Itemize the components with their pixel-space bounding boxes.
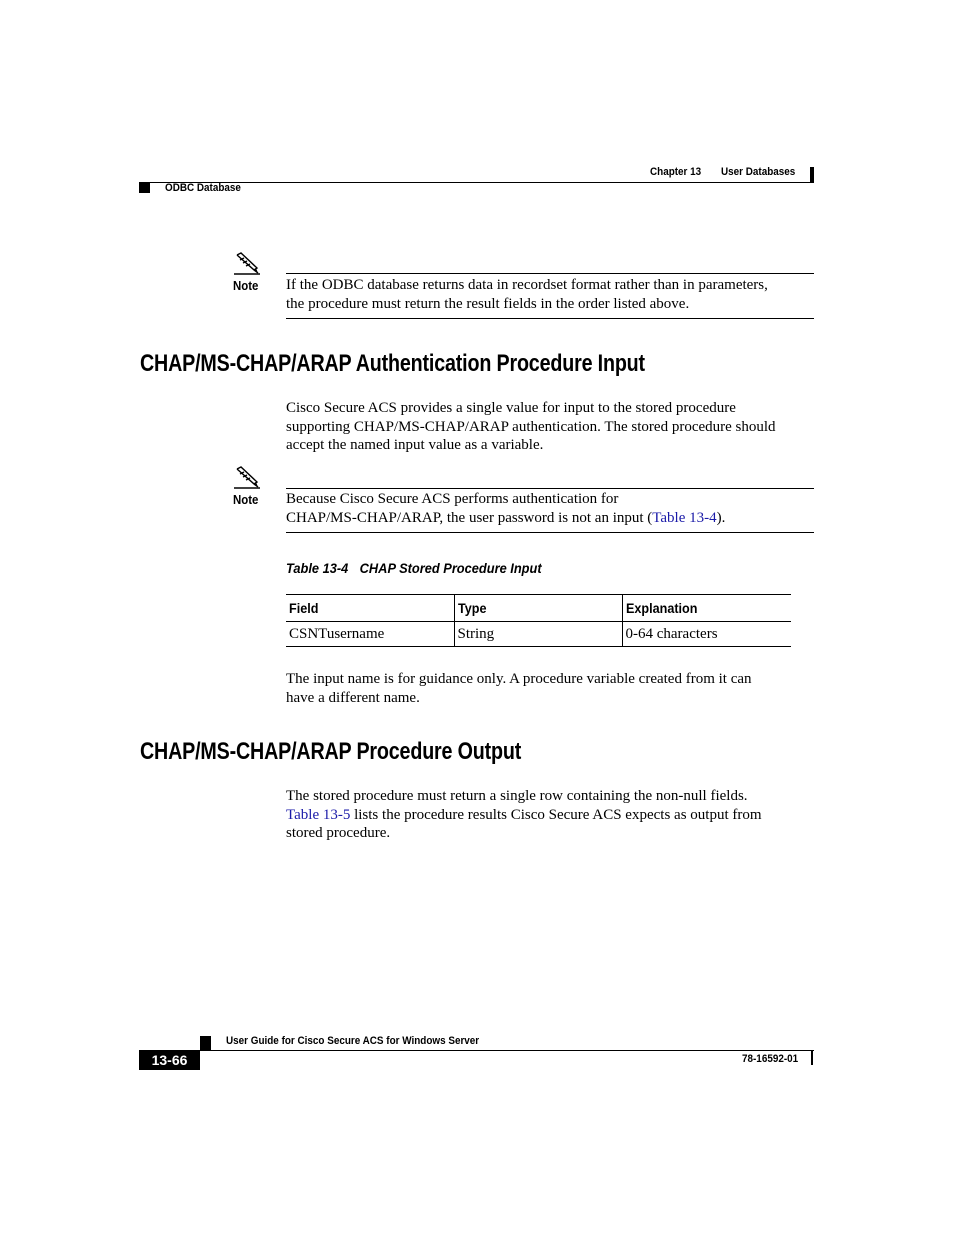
paragraph-line: The stored procedure must return a single row containing the non-null fields.	[286, 788, 748, 804]
table-cell: 0-64 characters	[625, 625, 718, 642]
table-cell: CSNTusername	[286, 622, 454, 647]
footer-rule	[139, 1050, 814, 1051]
table-caption	[286, 561, 542, 576]
table-header-cell: Field	[286, 595, 454, 622]
note-top-rule	[286, 273, 814, 274]
header-chapter-title: User Databases	[721, 166, 796, 178]
note-top-rule	[286, 488, 814, 489]
paragraph-line: have a different name.	[286, 689, 420, 706]
table-header-row	[286, 595, 791, 622]
header-section: ODBC Database	[165, 182, 241, 194]
note-label: Note	[233, 278, 259, 293]
note-text-fragment: CHAP/MS-CHAP/ARAP, the user password is not an input (	[286, 509, 653, 526]
note-text-line: the procedure must return the result fields in the order listed above.	[286, 295, 690, 312]
header-right-bar	[810, 167, 814, 183]
footer-right-bar	[811, 1051, 813, 1065]
footer-doc-number: 78-16592-01	[742, 1053, 799, 1065]
footer-left-marker	[200, 1036, 211, 1050]
table-13-5-link[interactable]: Table 13-5	[286, 806, 351, 823]
table-header-cell: Type	[454, 595, 622, 622]
section-paragraph	[286, 399, 776, 455]
header-section-marker	[139, 183, 150, 193]
page-number-badge	[139, 1051, 200, 1070]
note-text-line: If the ODBC database returns data in recordset format rather than in parameters,	[286, 277, 768, 293]
paragraph-line: The input name is for guidance only. A procedure variable created from it can	[286, 671, 752, 687]
paragraph-line	[286, 806, 762, 825]
section-heading: CHAP/MS-CHAP/ARAP Procedure Output	[140, 738, 522, 765]
note-bottom-rule	[286, 532, 814, 533]
note-text-line	[286, 509, 725, 528]
footer-guide-title: User Guide for Cisco Secure ACS for Windows Server	[226, 1035, 480, 1047]
note-pencil-icon	[232, 252, 262, 276]
table-13-4-link[interactable]: Table 13-4	[652, 509, 717, 526]
note-label: Note	[233, 492, 259, 507]
table-row	[286, 622, 791, 647]
table-caption-number: Table 13-4	[286, 561, 349, 576]
data-table	[286, 594, 791, 647]
table-cell: String	[454, 622, 622, 647]
note-text	[286, 276, 768, 313]
table-followup-paragraph	[286, 670, 752, 707]
note-pencil-icon	[232, 466, 262, 490]
paragraph-fragment: lists the procedure results Cisco Secure ACS expects as output from	[350, 806, 762, 823]
note-bottom-rule	[286, 318, 814, 319]
table-caption-title: CHAP Stored Procedure Input	[359, 561, 542, 576]
paragraph-line: stored procedure.	[286, 825, 391, 842]
note-text-line: Because Cisco Secure ACS performs authentication for	[286, 491, 619, 507]
paragraph-line: accept the named input value as a variable.	[286, 437, 544, 454]
table-header-cell: Explanation	[625, 600, 697, 616]
section-heading: CHAP/MS-CHAP/ARAP Authentication Procedure Input	[140, 350, 645, 377]
note-text-fragment: ).	[716, 509, 726, 526]
paragraph-line: Cisco Secure ACS provides a single value for input to the stored procedure	[286, 400, 736, 416]
section-paragraph	[286, 787, 762, 843]
header-chapter: Chapter 13	[650, 166, 702, 178]
paragraph-line: supporting CHAP/MS-CHAP/ARAP authentication. The stored procedure should	[286, 418, 776, 435]
note-text	[286, 490, 725, 527]
page-number: 13-66	[151, 1052, 188, 1068]
